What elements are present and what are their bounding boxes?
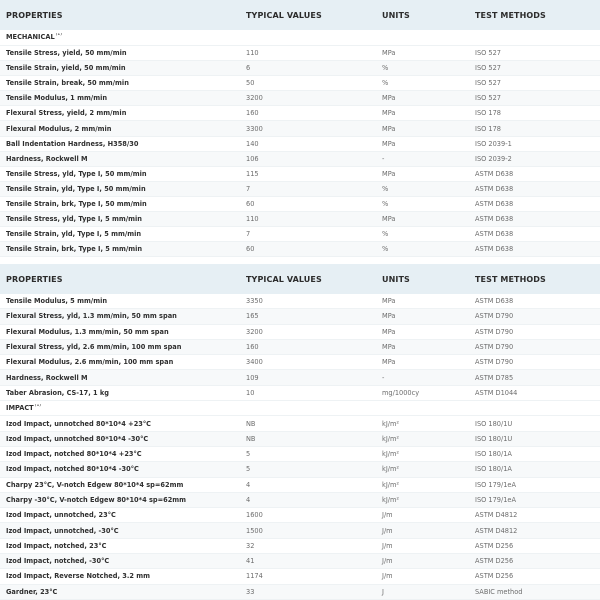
- units-cell: %: [382, 79, 389, 88]
- value-cell: 1500: [246, 526, 263, 535]
- property-cell: Flexural Modulus, 2.6 mm/min, 100 mm span: [6, 358, 174, 367]
- method-cell: ASTM D790: [475, 312, 514, 321]
- value-cell: 7: [246, 230, 251, 239]
- method-cell: ASTM D638: [475, 245, 514, 254]
- header-properties: PROPERTIES: [6, 10, 63, 20]
- table-row: [0, 294, 600, 309]
- units-cell: MPa: [382, 215, 396, 224]
- property-cell: Gardner, 23°C: [6, 587, 58, 596]
- units-cell: kJ/m²: [382, 419, 400, 428]
- property-cell: Ball Indentation Hardness, H358/30: [6, 139, 139, 148]
- table-header: [0, 0, 600, 30]
- table-row: [0, 76, 600, 91]
- value-cell: NB: [246, 434, 256, 443]
- table-row: [0, 432, 600, 447]
- table-row: [0, 152, 600, 167]
- units-cell: MPa: [382, 297, 396, 306]
- table-row: [0, 137, 600, 152]
- units-cell: mg/1000cy: [382, 388, 420, 397]
- section-label: IMPACT: [6, 404, 34, 413]
- header-units: UNITS: [382, 274, 410, 284]
- value-cell: 106: [246, 154, 259, 163]
- units-cell: J: [382, 587, 384, 596]
- property-cell: Flexural Modulus, 1.3 mm/min, 50 mm span: [6, 327, 169, 336]
- table-row: [0, 416, 600, 431]
- value-cell: 4: [246, 496, 251, 504]
- units-cell: J/m: [382, 526, 393, 535]
- property-cell: Tensile Modulus, 5 mm/min: [6, 297, 108, 306]
- property-cell: Tensile Stress, yld, Type I, 50 mm/min: [6, 169, 147, 178]
- table-row: [0, 585, 600, 600]
- header-properties: PROPERTIES: [6, 274, 63, 284]
- table-body: [0, 294, 600, 401]
- units-cell: MPa: [382, 312, 396, 321]
- table-row: [0, 309, 600, 324]
- property-cell: Tensile Strain, yld, Type I, 50 mm/min: [6, 184, 146, 193]
- value-cell: 109: [246, 373, 259, 382]
- value-cell: 115: [246, 169, 259, 178]
- method-cell: ISO 180/1U: [475, 419, 513, 428]
- property-cell: Izod Impact, unnotched 80*10*4 -30°C: [6, 434, 149, 443]
- property-cell: Izod Impact, unnotched, -30°C: [6, 526, 119, 535]
- units-cell: MPa: [382, 358, 396, 367]
- value-cell: 7: [246, 184, 251, 193]
- value-cell: 1600: [246, 511, 263, 520]
- method-cell: ASTM D4812: [475, 511, 518, 520]
- property-cell: Tensile Strain, break, 50 mm/min: [6, 79, 129, 88]
- method-cell: ISO 527: [475, 49, 502, 58]
- table-row: [0, 569, 600, 584]
- value-cell: 6: [246, 64, 251, 73]
- property-cell: Tensile Strain, yld, Type I, 5 mm/min: [6, 230, 142, 239]
- property-cell: Tensile Stress, yld, Type I, 5 mm/min: [6, 215, 142, 224]
- table-row: [0, 340, 600, 355]
- table-row: [0, 167, 600, 182]
- section-label: MECHANICAL: [6, 33, 55, 42]
- units-cell: %: [382, 64, 389, 73]
- method-cell: ASTM D638: [475, 215, 514, 224]
- value-cell: 160: [246, 343, 259, 352]
- method-cell: ISO 2039-2: [475, 154, 512, 163]
- table-row: [0, 355, 600, 370]
- value-cell: 3200: [246, 94, 263, 103]
- method-cell: ISO 527: [475, 94, 502, 103]
- table-row: [0, 462, 600, 477]
- method-cell: ASTM D638: [475, 297, 514, 306]
- property-cell: Izod Impact, unnotched 80*10*4 +23°C: [6, 419, 152, 428]
- header-typical-values: TYPICAL VALUES: [246, 10, 322, 20]
- value-cell: 1174: [246, 572, 263, 581]
- value-cell: NB: [246, 419, 256, 428]
- units-cell: MPa: [382, 94, 396, 103]
- units-cell: kJ/m²: [382, 465, 400, 474]
- header-typical-values: TYPICAL VALUES: [246, 274, 322, 284]
- method-cell: ASTM D4812: [475, 526, 518, 535]
- footnote-ref: (1): [55, 33, 63, 38]
- method-cell: ASTM D785: [475, 373, 514, 382]
- property-cell: Flexural Stress, yld, 1.3 mm/min, 50 mm span: [6, 312, 177, 321]
- table-row: [0, 325, 600, 340]
- table-row: [0, 508, 600, 523]
- units-cell: %: [382, 230, 389, 239]
- method-cell: ASTM D638: [475, 184, 514, 193]
- units-cell: MPa: [382, 343, 396, 352]
- property-cell: Izod Impact, unnotched, 23°C: [6, 511, 116, 520]
- table-row: [0, 478, 600, 493]
- value-cell: 160: [246, 109, 259, 118]
- method-cell: ISO 179/1eA: [475, 496, 516, 504]
- units-cell: MPa: [382, 327, 396, 336]
- table-body: [0, 416, 600, 600]
- method-cell: ISO 180/1A: [475, 450, 512, 459]
- property-cell: Izod Impact, notched, 23°C: [6, 541, 107, 550]
- units-cell: MPa: [382, 109, 396, 118]
- value-cell: 3350: [246, 297, 263, 306]
- units-cell: J/m: [382, 572, 393, 581]
- property-cell: Izod Impact, Reverse Notched, 3.2 mm: [6, 572, 150, 581]
- table-row: [0, 106, 600, 121]
- properties-table-1: [0, 0, 600, 257]
- table-row: [0, 539, 600, 554]
- method-cell: ISO 180/1A: [475, 465, 512, 474]
- table-row: [0, 370, 600, 385]
- header-units: UNITS: [382, 10, 410, 20]
- method-cell: ASTM D790: [475, 358, 514, 367]
- table-body: [0, 46, 600, 257]
- units-cell: J/m: [382, 511, 393, 520]
- table-row: [0, 121, 600, 136]
- value-cell: 4: [246, 480, 251, 489]
- table-row: [0, 91, 600, 106]
- value-cell: 33: [246, 587, 255, 596]
- table-row: [0, 523, 600, 538]
- method-cell: ASTM D1044: [475, 388, 518, 397]
- method-cell: ASTM D256: [475, 541, 514, 550]
- method-cell: ISO 180/1U: [475, 434, 513, 443]
- table-row: [0, 242, 600, 257]
- value-cell: 60: [246, 199, 255, 208]
- header-test-methods: TEST METHODS: [475, 10, 546, 20]
- units-cell: %: [382, 199, 389, 208]
- property-cell: Tensile Stress, yield, 50 mm/min: [6, 49, 127, 58]
- table-row: [0, 554, 600, 569]
- property-cell: Tensile Strain, brk, Type I, 5 mm/min: [6, 245, 143, 254]
- units-cell: %: [382, 245, 389, 254]
- table-row: [0, 493, 600, 508]
- units-cell: -: [382, 373, 385, 382]
- value-cell: 50: [246, 79, 255, 88]
- value-cell: 41: [246, 557, 255, 566]
- section-mechanical: [0, 30, 600, 46]
- property-cell: Flexural Modulus, 2 mm/min: [6, 124, 112, 133]
- method-cell: ISO 2039-1: [475, 139, 512, 148]
- units-cell: kJ/m²: [382, 480, 400, 489]
- units-cell: %: [382, 184, 389, 193]
- value-cell: 3200: [246, 327, 263, 336]
- property-cell: Charpy 23°C, V-notch Edgew 80*10*4 sp=62mm: [6, 480, 184, 489]
- value-cell: 110: [246, 215, 259, 224]
- method-cell: ISO 178: [475, 109, 502, 118]
- units-cell: kJ/m²: [382, 496, 400, 504]
- units-cell: MPa: [382, 139, 396, 148]
- value-cell: 140: [246, 139, 259, 148]
- property-cell: Tensile Modulus, 1 mm/min: [6, 94, 108, 103]
- property-cell: Hardness, Rockwell M: [6, 154, 88, 163]
- value-cell: 165: [246, 312, 259, 321]
- property-cell: Izod Impact, notched 80*10*4 -30°C: [6, 465, 139, 474]
- method-cell: ASTM D638: [475, 169, 514, 178]
- properties-table-2: [0, 264, 600, 600]
- method-cell: ASTM D790: [475, 327, 514, 336]
- units-cell: MPa: [382, 169, 396, 178]
- method-cell: ASTM D638: [475, 199, 514, 208]
- value-cell: 5: [246, 465, 251, 474]
- table-row: [0, 197, 600, 212]
- method-cell: ISO 179/1eA: [475, 480, 516, 489]
- value-cell: 3400: [246, 358, 263, 367]
- units-cell: -: [382, 154, 385, 163]
- value-cell: 5: [246, 450, 251, 459]
- property-cell: Taber Abrasion, CS-17, 1 kg: [6, 388, 109, 397]
- property-cell: Flexural Stress, yld, 2.6 mm/min, 100 mm span: [6, 343, 182, 352]
- units-cell: MPa: [382, 49, 396, 58]
- header-test-methods: TEST METHODS: [475, 274, 546, 284]
- method-cell: ASTM D256: [475, 557, 514, 566]
- method-cell: ISO 527: [475, 79, 502, 88]
- units-cell: J/m: [382, 557, 393, 566]
- value-cell: 3300: [246, 124, 263, 133]
- table-row: [0, 227, 600, 242]
- property-cell: Charpy -30°C, V-notch Edgew 80*10*4 sp=62mm: [6, 496, 187, 504]
- section-impact: [0, 401, 600, 416]
- method-cell: ASTM D790: [475, 343, 514, 352]
- method-cell: ASTM D638: [475, 230, 514, 239]
- property-cell: Flexural Stress, yield, 2 mm/min: [6, 109, 127, 118]
- units-cell: J/m: [382, 541, 393, 550]
- property-cell: Izod Impact, notched, -30°C: [6, 557, 110, 566]
- table-row: [0, 447, 600, 462]
- value-cell: 110: [246, 49, 259, 58]
- table-row: [0, 46, 600, 61]
- value-cell: 60: [246, 245, 255, 254]
- property-cell: Tensile Strain, yield, 50 mm/min: [6, 64, 126, 73]
- table-row: [0, 182, 600, 197]
- table-header: [0, 264, 600, 294]
- table-row: [0, 61, 600, 76]
- units-cell: kJ/m²: [382, 450, 400, 459]
- property-cell: Tensile Strain, brk, Type I, 50 mm/min: [6, 199, 147, 208]
- table-row: [0, 386, 600, 401]
- units-cell: MPa: [382, 124, 396, 133]
- method-cell: ISO 527: [475, 64, 502, 73]
- value-cell: 32: [246, 541, 255, 550]
- method-cell: ASTM D256: [475, 572, 514, 581]
- footnote-ref: (1): [34, 404, 42, 409]
- property-cell: Izod Impact, notched 80*10*4 +23°C: [6, 450, 142, 459]
- property-cell: Hardness, Rockwell M: [6, 373, 88, 382]
- value-cell: 10: [246, 388, 255, 397]
- table-row: [0, 212, 600, 227]
- method-cell: ISO 178: [475, 124, 502, 133]
- method-cell: SABIC method: [475, 587, 523, 596]
- units-cell: kJ/m²: [382, 434, 400, 443]
